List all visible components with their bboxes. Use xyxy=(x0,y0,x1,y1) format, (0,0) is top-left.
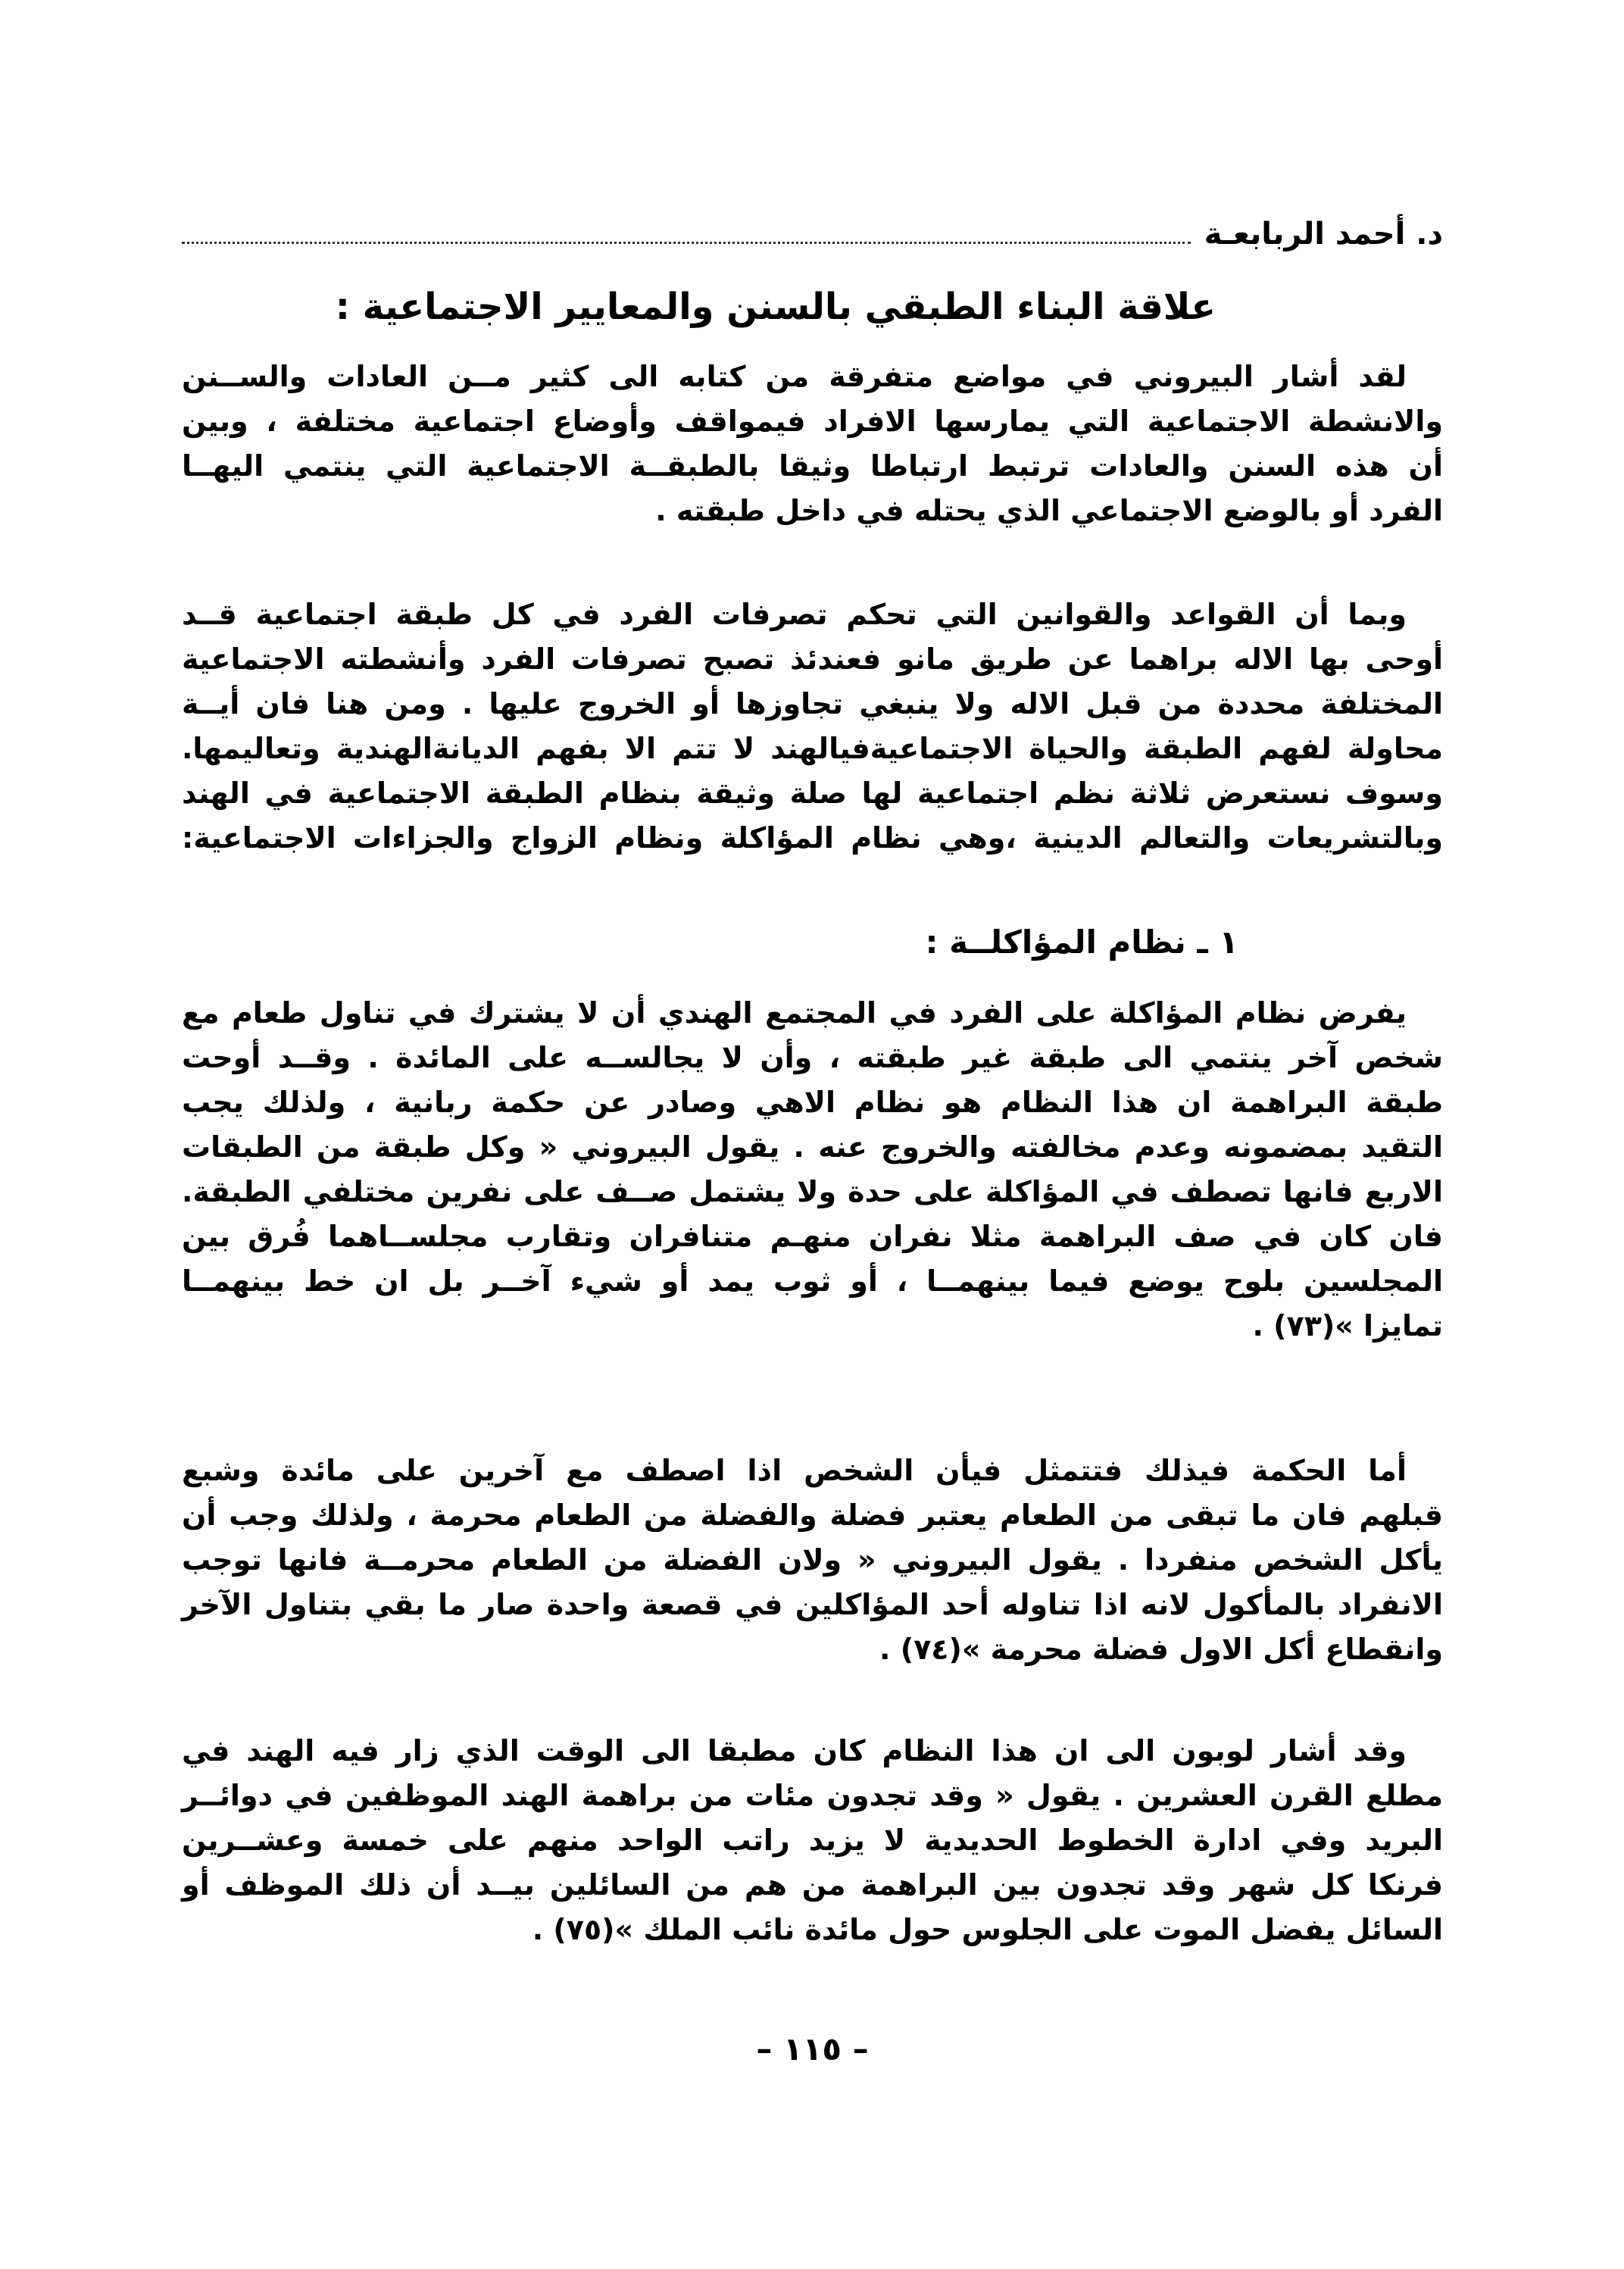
text-line xyxy=(182,991,1443,1036)
text-line: طبقة البراهمة ان هذا النظام هو نظام الاهي وصادر عن حكمة ربانية ، ولذلك يجب xyxy=(182,1086,1443,1119)
text-line: وانقطاع أكل الاول فضلة محرمة »(٧٤) . xyxy=(879,1633,1443,1666)
paragraph-5 xyxy=(182,1729,1443,1952)
text-line xyxy=(182,1449,1443,1493)
text-line: فرنكا كل شهر وقد تجدون بين البراهمة من هم من السائلين بيــد أن ذلك الموظف أو xyxy=(182,1868,1443,1902)
text-line xyxy=(182,1729,1443,1774)
text-line: وبالتشريعات والتعالم الدينية ،وهي نظام المؤاكلة ونظام الزواج والجزاءات الاجتماعية: xyxy=(182,821,1443,855)
line-text: أما الحكمة فيذلك فتتمثل فيأن الشخص اذا اصطف مع آخرين على مائدة وشبع xyxy=(182,1454,1407,1487)
text-line: فان كان في صف البراهمة مثلا نفران منهـم متنافران وتقارب مجلســاهما فُرق بين xyxy=(182,1220,1443,1253)
running-header xyxy=(182,208,1443,253)
text-line: تمايزا »(٧٣) . xyxy=(1252,1309,1443,1342)
text-line: الانفراد بالمأكول لانه اذا تناوله أحد المؤاكلين في قصعة واحدة صار ما بقي بتناول الآخر xyxy=(182,1588,1443,1621)
line-text: لقد أشار البيروني في مواضع متفرقة من كتابه الى كثير مــن العادات والســنن xyxy=(182,360,1407,393)
text-line: أوحى بها الاله براهما عن طريق مانو فعندئذ تصبح تصرفات الفرد وأنشطته الاجتماعية xyxy=(182,642,1443,676)
text-line: أن هذه السنن والعادات ترتبط ارتباطا وثيقا بالطبقــة الاجتماعية التي ينتمي اليهــا xyxy=(182,449,1443,483)
header-leader-dots xyxy=(182,241,1191,244)
text-line: السائل يفضل الموت على الجلوس حول مائدة نائب الملك »(٧٥) . xyxy=(532,1913,1443,1946)
line-text: وقد أشار لوبون الى ان هذا النظام كان مطبقا الى الوقت الذي زار فيه الهند في xyxy=(182,1734,1407,1767)
line-text: وبما أن القواعد والقوانين التي تحكم تصرفات الفرد في كل طبقة اجتماعية قــد xyxy=(182,598,1407,631)
text-line: يأكل الشخص منفردا . يقول البيروني « ولان الفضلة من الطعام محرمــة فانها توجب xyxy=(182,1543,1443,1577)
page-number: – ١١٥ – xyxy=(756,2030,869,2067)
section-heading: علاقة البناء الطبقي بالسنن والمعايير الاجتماعية : xyxy=(335,286,1216,328)
text-line: المجلسين بلوح يوضع فيما بينهمــا ، أو ثوب يمد أو شيء آخــر بل ان خط بينهمــا xyxy=(182,1264,1443,1298)
text-line: والانشطة الاجتماعية التي يمارسها الافراد فيمواقف وأوضاع اجتماعية مختلفة ، وبين xyxy=(182,405,1443,438)
subsection-heading: ١ ـ نظام المؤاكلــة : xyxy=(925,924,1238,961)
document-page xyxy=(182,0,1443,2269)
text-line: المختلفة محددة من قبل الاله ولا ينبغي تجاوزها أو الخروج عليها . ومن هنا فان أيــة xyxy=(182,687,1443,720)
text-line: شخص آخر ينتمي الى طبقة غير طبقته ، وأن لا يجالســه على المائدة . وقــد أوحت xyxy=(182,1041,1443,1074)
text-line: مطلع القرن العشرين . يقول « وقد تجدون مئات من براهمة الهند الموظفين في دوائــر xyxy=(182,1779,1443,1812)
text-line: محاولة لفهم الطبقة والحياة الاجتماعيةفيالهند لا تتم الا بفهم الديانةالهندية وتعاليمها. xyxy=(182,732,1443,765)
paragraph-4 xyxy=(182,1449,1443,1672)
paragraph-3 xyxy=(182,991,1443,1349)
line-text: يفرض نظام المؤاكلة على الفرد في المجتمع الهندي أن لا يشترك في تناول طعام مع xyxy=(182,996,1407,1030)
paragraph-2 xyxy=(182,592,1443,861)
author-name: د. أحمد الربابعـة xyxy=(1204,217,1443,252)
text-line: الاربع فانها تصطف في المؤاكلة على حدة ولا يشتمل صــف على نفرين مختلفي الطبقة. xyxy=(182,1175,1443,1208)
text-line xyxy=(182,592,1443,637)
text-line: التقيد بمضمونه وعدم مخالفته والخروج عنه . يقول البيروني « وكل طبقة من الطبقات xyxy=(182,1130,1443,1164)
text-line: الفرد أو بالوضع الاجتماعي الذي يحتله في داخل طبقته . xyxy=(655,494,1443,527)
text-line xyxy=(182,355,1443,399)
paragraph-1 xyxy=(182,355,1443,533)
text-line: البريد وفي ادارة الخطوط الحديدية لا يزيد راتب الواحد منهم على خمسة وعشــرين xyxy=(182,1824,1443,1857)
text-line: وسوف نستعرض ثلاثة نظم اجتماعية لها صلة وثيقة بنظام الطبقة الاجتماعية في الهند xyxy=(182,777,1443,810)
text-line: قبلهم فان ما تبقى من الطعام يعتبر فضلة والفضلة من الطعام محرمة ، ولذلك وجب أن xyxy=(182,1499,1443,1532)
